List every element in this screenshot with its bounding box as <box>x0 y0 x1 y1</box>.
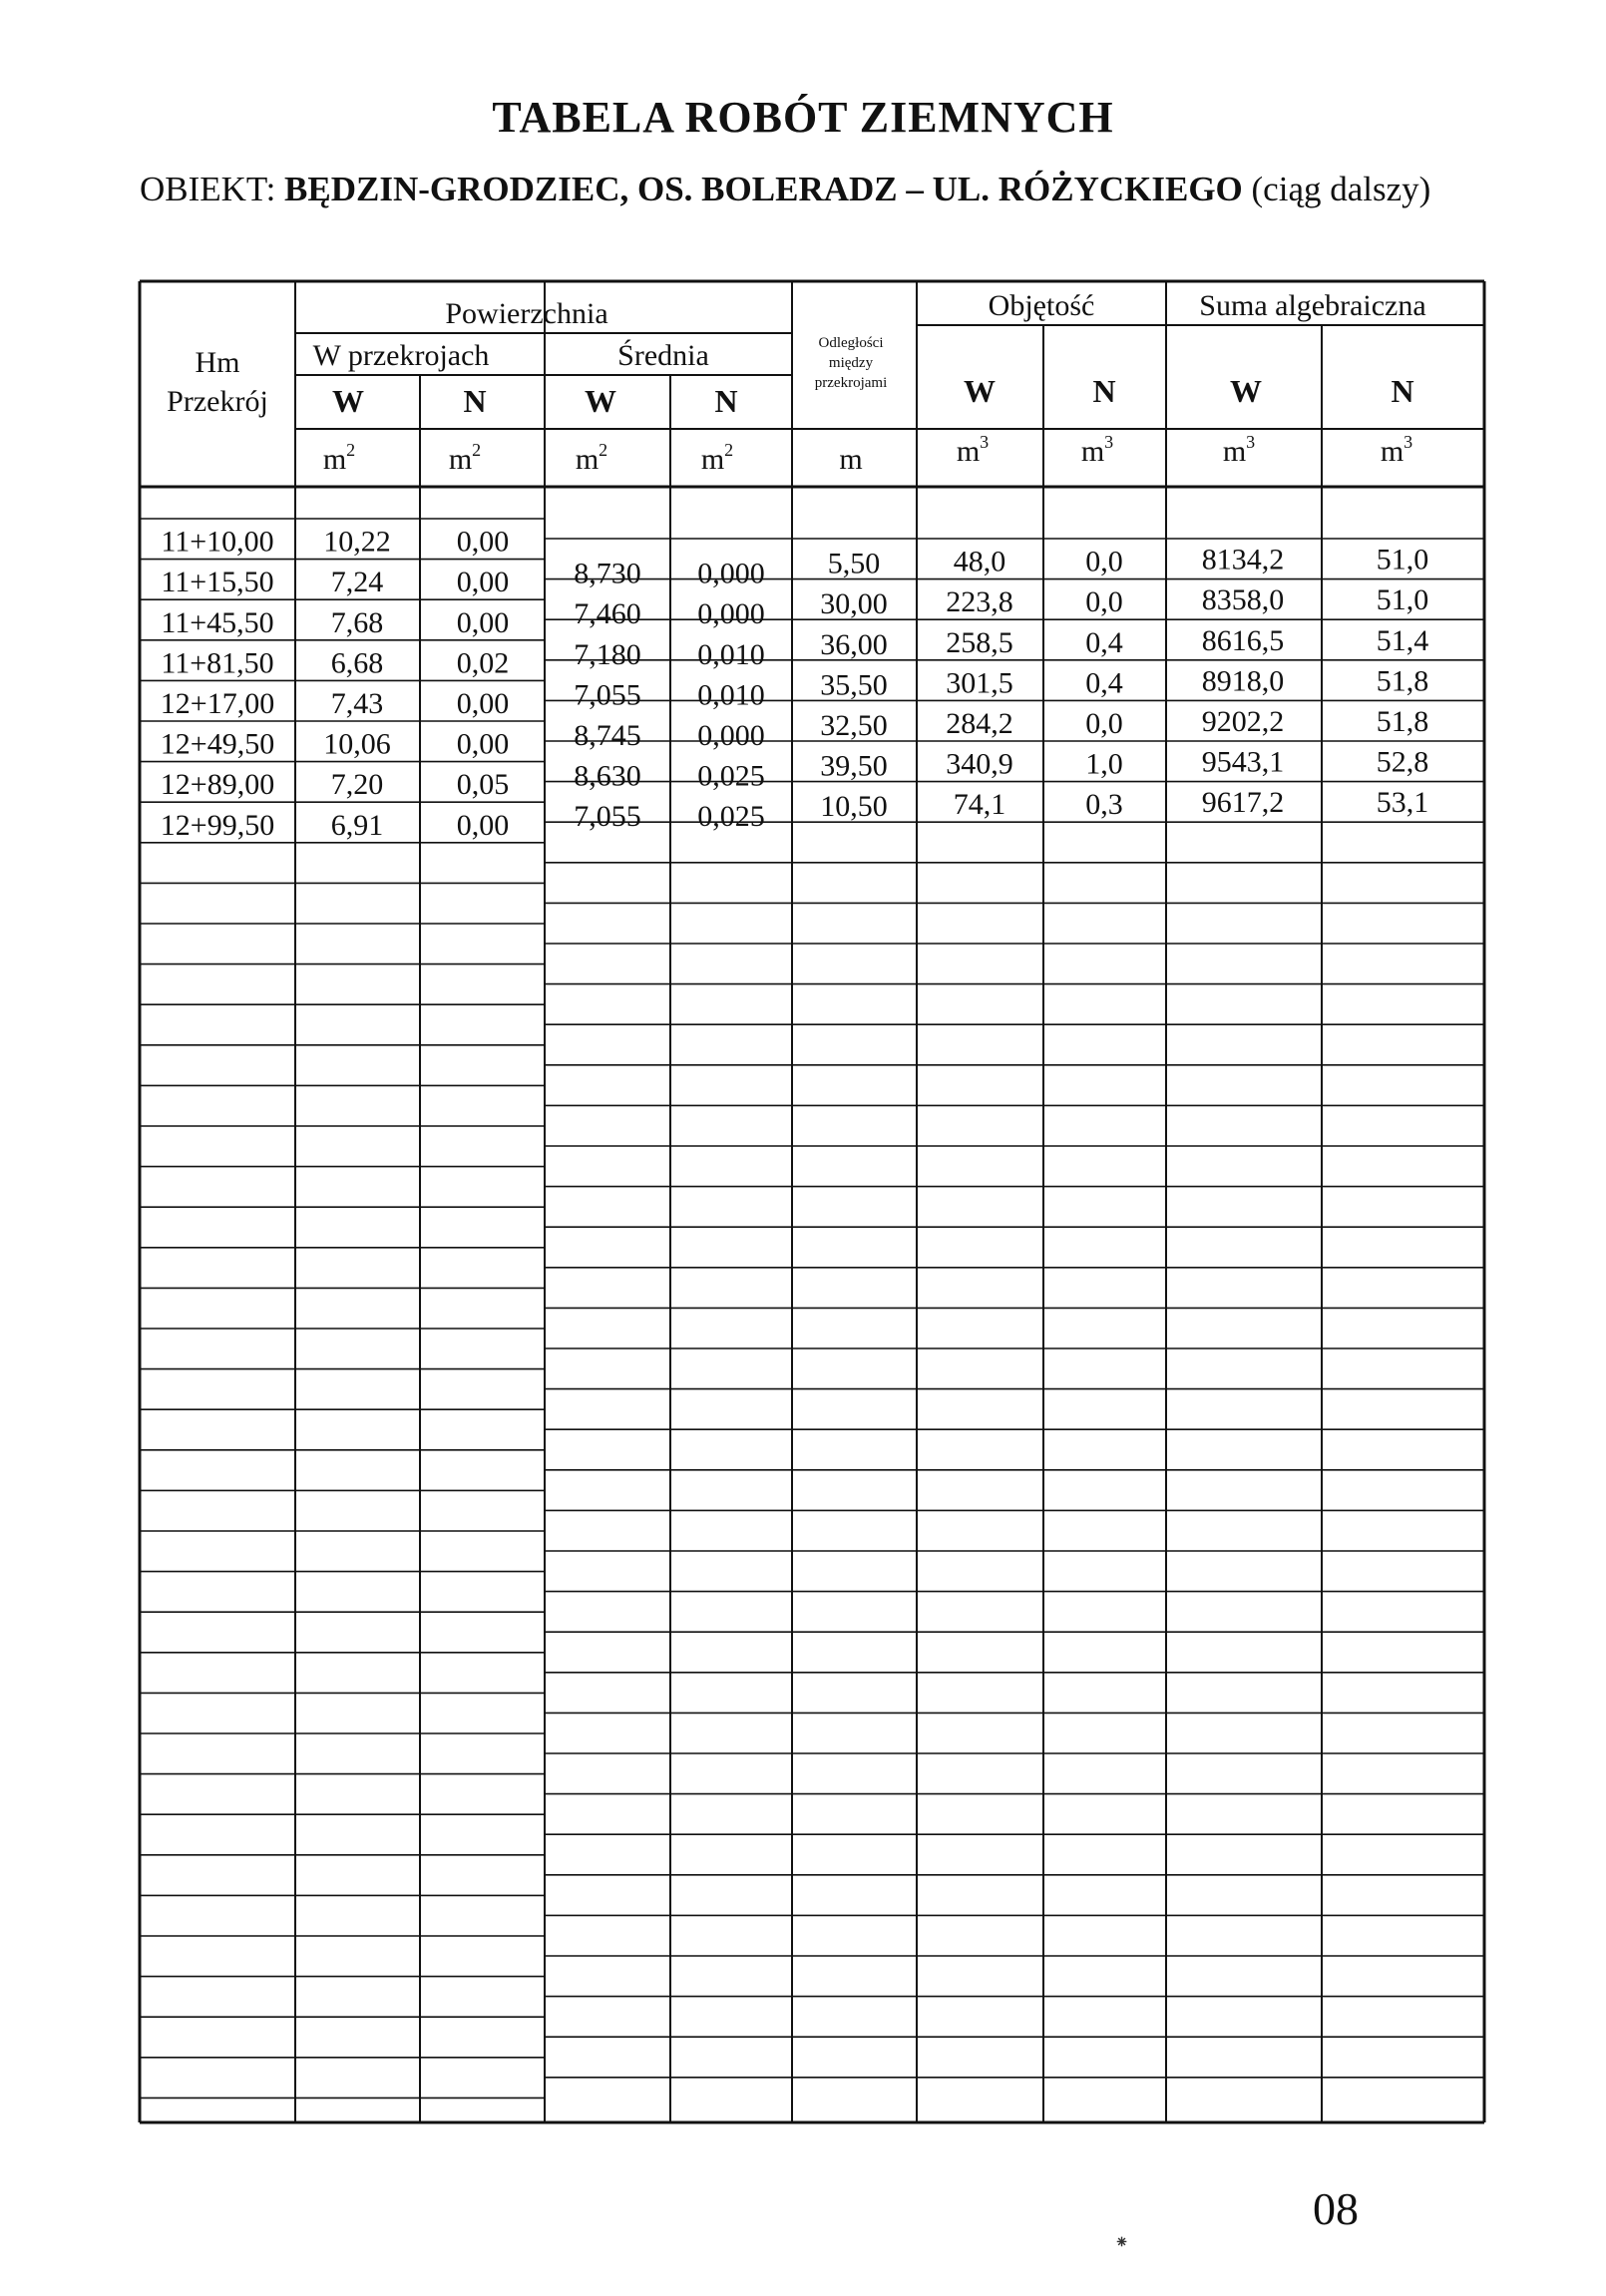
sum-n-cell: 51,8 <box>1376 705 1429 738</box>
header-sr-w: W <box>585 383 616 419</box>
sum-w-cell: 8616,5 <box>1201 623 1285 657</box>
table-body <box>161 526 1428 842</box>
srednia-n-cell: 0,000 <box>697 719 765 752</box>
header-odleglosci-3: przekrojami <box>814 375 888 391</box>
station-w-cell: 7,43 <box>330 687 384 720</box>
volume-w-cell: 258,5 <box>946 625 1013 659</box>
volume-w-cell: 223,8 <box>946 585 1013 619</box>
distance-cell: 30,00 <box>820 587 888 621</box>
unit-prz-n: $m^2$ <box>448 440 482 476</box>
volume-w-cell: 301,5 <box>946 666 1013 700</box>
station-w-cell: 7,20 <box>330 768 384 802</box>
volume-n-cell: 0,4 <box>1085 666 1123 700</box>
volume-n-cell: 0,0 <box>1085 585 1123 619</box>
srednia-w-cell: 7,055 <box>574 678 641 712</box>
station-n-cell: 0,00 <box>456 566 510 599</box>
station-n-cell: 0,00 <box>456 727 510 761</box>
srednia-n-cell: 0,000 <box>697 597 765 631</box>
srednia-n-cell: 0,025 <box>697 800 765 834</box>
station-w-cell: 10,06 <box>323 727 391 761</box>
station-hm-cell: 11+45,50 <box>161 605 274 639</box>
subtitle-suffix: (ciąg dalszy) <box>1242 170 1431 208</box>
unit-odleglosc: m <box>839 443 863 476</box>
header-prz-n: N <box>463 383 487 419</box>
sum-n-cell: 52,8 <box>1376 745 1429 779</box>
header-obj-n: N <box>1092 373 1116 409</box>
unit-sr-n: $m^2$ <box>700 440 734 476</box>
header-przekroj: Przekrój <box>167 385 268 418</box>
header-prz-w: W <box>332 383 364 419</box>
sum-w-cell: 9543,1 <box>1201 745 1285 779</box>
distance-cell: 39,50 <box>820 749 888 783</box>
unit-obj-w: $m^3$ <box>956 432 990 468</box>
station-w-cell: 7,24 <box>330 566 384 599</box>
volume-n-cell: 0,3 <box>1085 788 1123 822</box>
unit-prz-w: $m^2$ <box>322 440 356 476</box>
header-powierzchnia: Powierzchnia <box>445 297 608 330</box>
station-hm-cell: 11+81,50 <box>161 646 274 680</box>
distance-cell: 10,50 <box>820 790 888 824</box>
srednia-w-cell: 7,180 <box>574 637 641 671</box>
sum-n-cell: 51,0 <box>1376 583 1429 617</box>
station-w-cell: 7,68 <box>330 605 384 639</box>
srednia-w-cell: 7,055 <box>574 800 641 834</box>
distance-cell: 36,00 <box>820 627 888 661</box>
distance-cell: 35,50 <box>820 668 888 702</box>
sum-w-cell: 8358,0 <box>1201 583 1285 617</box>
station-hm-cell: 12+49,50 <box>160 727 275 761</box>
volume-n-cell: 0,4 <box>1085 625 1123 659</box>
page-number: 08 <box>1313 2183 1359 2234</box>
scan-mark: ⁕ <box>1114 2232 1130 2252</box>
header-odleglosci-1: Odległości <box>818 335 884 351</box>
station-hm-cell: 11+10,00 <box>161 525 274 559</box>
sum-w-cell: 9202,2 <box>1201 705 1285 738</box>
header-obj-w: W <box>964 373 996 409</box>
header-suma-w: W <box>1230 373 1262 409</box>
table-header <box>167 289 1426 476</box>
volume-w-cell: 48,0 <box>953 545 1006 578</box>
srednia-n-cell: 0,000 <box>697 557 765 590</box>
sum-w-cell: 8134,2 <box>1201 543 1285 576</box>
header-sr-n: N <box>714 383 738 419</box>
station-n-cell: 0,05 <box>456 768 510 802</box>
station-hm-cell: 12+17,00 <box>160 687 275 720</box>
station-n-cell: 0,00 <box>456 605 510 639</box>
station-n-cell: 0,00 <box>456 687 510 720</box>
station-hm-cell: 12+89,00 <box>160 768 275 802</box>
volume-w-cell: 340,9 <box>946 747 1013 781</box>
header-suma-n: N <box>1391 373 1414 409</box>
srednia-w-cell: 8,730 <box>574 557 641 590</box>
sum-n-cell: 51,4 <box>1376 623 1429 657</box>
station-w-cell: 10,22 <box>323 525 391 559</box>
sum-n-cell: 53,1 <box>1376 786 1429 820</box>
header-odleglosci-2: między <box>828 355 874 371</box>
header-suma-algebraiczna: Suma algebraiczna <box>1199 289 1426 322</box>
unit-suma-w: $m^3$ <box>1222 432 1256 468</box>
volume-n-cell: 0,0 <box>1085 707 1123 740</box>
distance-cell: 5,50 <box>827 547 881 580</box>
station-hm-cell: 11+15,50 <box>161 566 274 599</box>
subtitle-prefix: OBIEKT: <box>140 170 285 208</box>
station-n-cell: 0,00 <box>456 525 510 559</box>
srednia-w-cell: 8,745 <box>574 719 641 752</box>
header-hm: Hm <box>195 346 240 379</box>
srednia-w-cell: 7,460 <box>574 597 641 631</box>
unit-suma-n: $m^3$ <box>1380 432 1413 468</box>
volume-n-cell: 0,0 <box>1085 545 1123 578</box>
volume-n-cell: 1,0 <box>1085 747 1123 781</box>
srednia-n-cell: 0,010 <box>697 637 765 671</box>
distance-cell: 32,50 <box>820 709 888 742</box>
document-title: TABELA ROBÓT ZIEMNYCH <box>492 93 1114 142</box>
sum-n-cell: 51,8 <box>1376 664 1429 698</box>
unit-sr-w: $m^2$ <box>575 440 608 476</box>
srednia-w-cell: 8,630 <box>574 759 641 793</box>
header-objetosc: Objętość <box>988 289 1095 322</box>
station-w-cell: 6,91 <box>330 808 384 842</box>
volume-w-cell: 74,1 <box>953 788 1006 822</box>
sum-w-cell: 8918,0 <box>1201 664 1285 698</box>
srednia-n-cell: 0,025 <box>697 759 765 793</box>
unit-obj-n: $m^3$ <box>1080 432 1114 468</box>
sum-n-cell: 51,0 <box>1376 543 1429 576</box>
sum-w-cell: 9617,2 <box>1201 786 1285 820</box>
header-w-przekrojach: W przekrojach <box>312 339 490 372</box>
station-hm-cell: 12+99,50 <box>160 808 275 842</box>
station-n-cell: 0,02 <box>456 646 510 680</box>
object-name: BĘDZIN-GRODZIEC, OS. BOLERADZ – UL. RÓŻYCKIEGO <box>284 170 1243 208</box>
station-n-cell: 0,00 <box>456 808 510 842</box>
station-w-cell: 6,68 <box>330 646 384 680</box>
volume-w-cell: 284,2 <box>946 707 1013 740</box>
header-srednia: Średnia <box>617 339 709 372</box>
srednia-n-cell: 0,010 <box>697 678 765 712</box>
